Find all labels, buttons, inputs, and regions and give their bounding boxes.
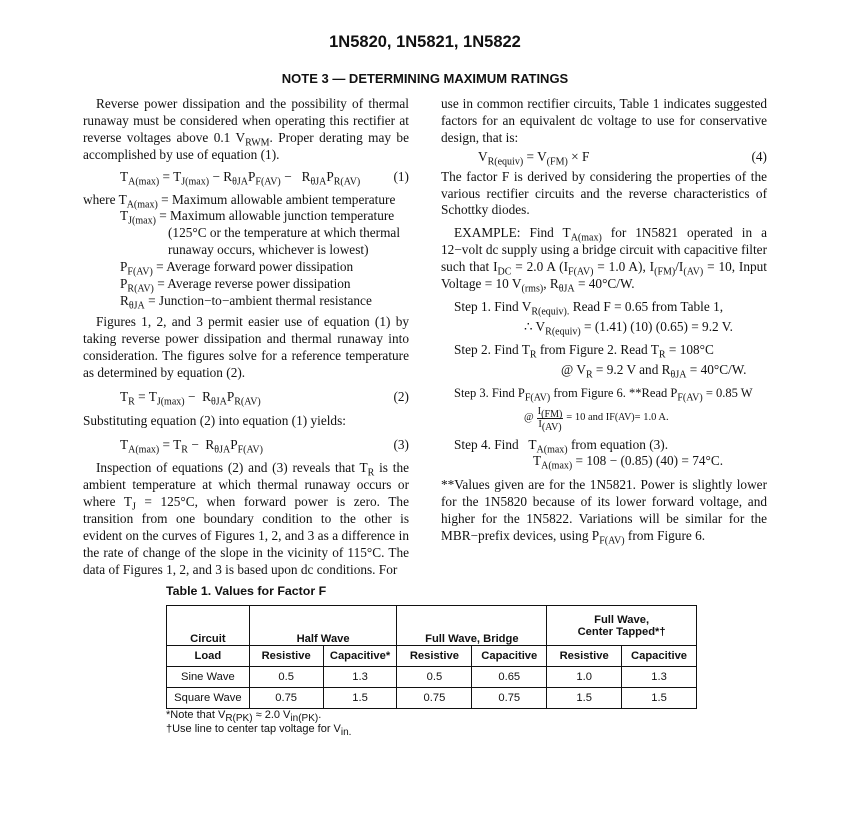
table-cell: 1.5 [547,688,622,709]
note-heading: NOTE 3 — DETERMINING MAXIMUM RATINGS [281,71,569,86]
subheader-cell: Capacitive [472,646,547,667]
table-row [167,688,697,709]
row-label: Square Wave [167,688,250,709]
table-cell: 1.0 [547,667,622,688]
subheader-cell: Resistive [547,646,622,667]
continuation-paragraph: use in common rectifier circuits, Table 1 indicates suggested factors for an equivalent dc voltage to use for conservative design, that is: [441,96,767,145]
footnote-paragraph: **Values given are for the 1N5821. Power is slightly lower for the 1N5820 because of its lower forward voltage, and higher for the 1N5822. Variations will be similar for the MBR−prefix devices, using $P_{F(AV)}$ from Figure 6. [441,477,767,547]
document-title: 1N5820, 1N5821, 1N5822 [329,33,521,51]
table-note-2: †Use line to center tap voltage for $V_{in.}$ [166,723,352,739]
equation-3: $T_{A(max)} = T_R - R_{\theta JA}P_{F(AV)}$ (3) [120,437,409,456]
table-cell: 1.3 [323,667,397,688]
equation-2: $T_R = T_{J(max)} - R_{\theta JA}P_{R(AV)}$ (2) [120,388,409,408]
left-column [83,96,409,579]
right-column [441,96,767,545]
table-cell: 0.75 [472,688,547,709]
table-cell: 0.5 [249,667,323,688]
table-cell: 0.75 [397,688,472,709]
factor-table [166,605,697,709]
header-load: Load [167,646,250,667]
subheader-cell: Capacitive [622,646,697,667]
table-header-row [167,606,697,646]
header-full-wave-bridge: Full Wave, Bridge [397,606,547,646]
step-2: Step 2. Find $T_R$ from Figure 2. Read $T_R = 108^\circ C$ @ $V_R = 9.2$ V and $R_{\theta JA} = 40^\circ C/W$. [454,341,747,381]
table-load-row [167,646,697,667]
step-3: Step 3. Find $P_{F(AV)}$ from Figure 6. **Read $P_{F(AV)} = 0.85$ W @ $\frac{I_{(FM)}}{I_{(AV)}}$ = 10 and I F(AV) = 1.0 A. [454,385,753,433]
table-cell: 1.5 [323,688,397,709]
equation-1: $T_{A(max)} = T_{J(max)} - R_{\theta JA}P_{F(AV)} - R_{\theta JA}P_{R(AV)}$ (1) [120,168,409,188]
header-half-wave: Half Wave [249,606,397,646]
example-paragraph: EXAMPLE: Find $T_{A(max)}$ for 1N5821 operated in a 12−volt dc supply using a bridge circuit with capacitive filter such that $I_{DC} = 2.0$ A ($I_{F(AV)} = 1.0$ A), $I_{(FM)}/I_{(AV)} = 10$, Input Voltage = 10 $V_{(rms)}$, $R_{\theta JA} = 40^\circ C/W$. [441,225,768,295]
subheader-cell: Resistive [397,646,472,667]
table-cell: 0.75 [249,688,323,709]
table-note-1: *Note that $V_{R(PK)} \approx 2.0$ $V_{in(PK)}$. [166,709,322,725]
step-1: Step 1. Find $V_{R(equiv).}$ Read F = 0.65 from Table 1, ∴ $V_{R(equiv)} = (1.41)$ (10) (0.65) = 9.2 V. [454,298,733,338]
figures-paragraph: Figures 1, 2, and 3 permit easier use of equation (1) by taking reverse power dissipation and thermal runaway into consideration. The figures solve for a reference temperature as determined by equation (2). [83,313,409,380]
inspection-paragraph: Inspection of equations (2) and (3) reveals that $T_R$ is the ambient temperature at which thermal runaway occurs or where $T_J = 125^\circ C$, when forward power is zero. The transition from one boundary condition to the other is evident on the curves of Figures 1, 2, and 3 as a difference in the rate of change of the slope in the vicinity of 115°C. The data of Figures 1, 2, and 3 is based upon dc conditions. For [83,460,409,577]
table-cell: 0.65 [472,667,547,688]
definitions-list: where $T_{A(max)}$ = Maximum allowable ambient temperature $T_{J(max)}$ = Maximum allowable junction temperature (125°C or the temperature at which thermal runaway occurs, whichever is lowest) $P_{F(AV)}$ = Average forward power dissipation $P_{R(AV)}$ = Average reverse power dissipation $R_{\theta JA}$ = Junction−to−ambient thermal resistance [83,191,401,312]
table-title: Table 1. Values for Factor F [166,584,327,598]
table-cell: 1.5 [622,688,697,709]
table-notes [166,708,352,739]
header-center-tapped: Full Wave, Center Tapped*† [547,606,697,646]
header-circuit: Circuit [167,606,250,646]
row-label: Sine Wave [167,667,250,688]
subheader-cell: Capacitive* [323,646,397,667]
table-cell: 1.3 [622,667,697,688]
equation-4: $V_{R(equiv)} = V_{(FM)} \times F$ (4) [478,148,767,168]
subheader-cell: Resistive [249,646,323,667]
table-cell: 0.5 [397,667,472,688]
step-4: Step 4. Find $T_{A(max)}$ from equation (3). $T_{A(max)} = 108 - (0.85) (40) = 74^\circ C$. [454,436,724,473]
table-row [167,667,697,688]
substitution-paragraph: Substituting equation (2) into equation (1) yields: [83,413,346,429]
factor-paragraph: The factor F is derived by considering the properties of the various rectifier circuits and the reverse characteristics of Schottky diodes. [441,168,767,218]
intro-paragraph: Reverse power dissipation and the possibility of thermal runaway must be considered when operating this rectifier at reverse voltages above 0.1 $V_{RWM}$. Proper derating may be accomplished by use of equation (1). [83,96,409,162]
